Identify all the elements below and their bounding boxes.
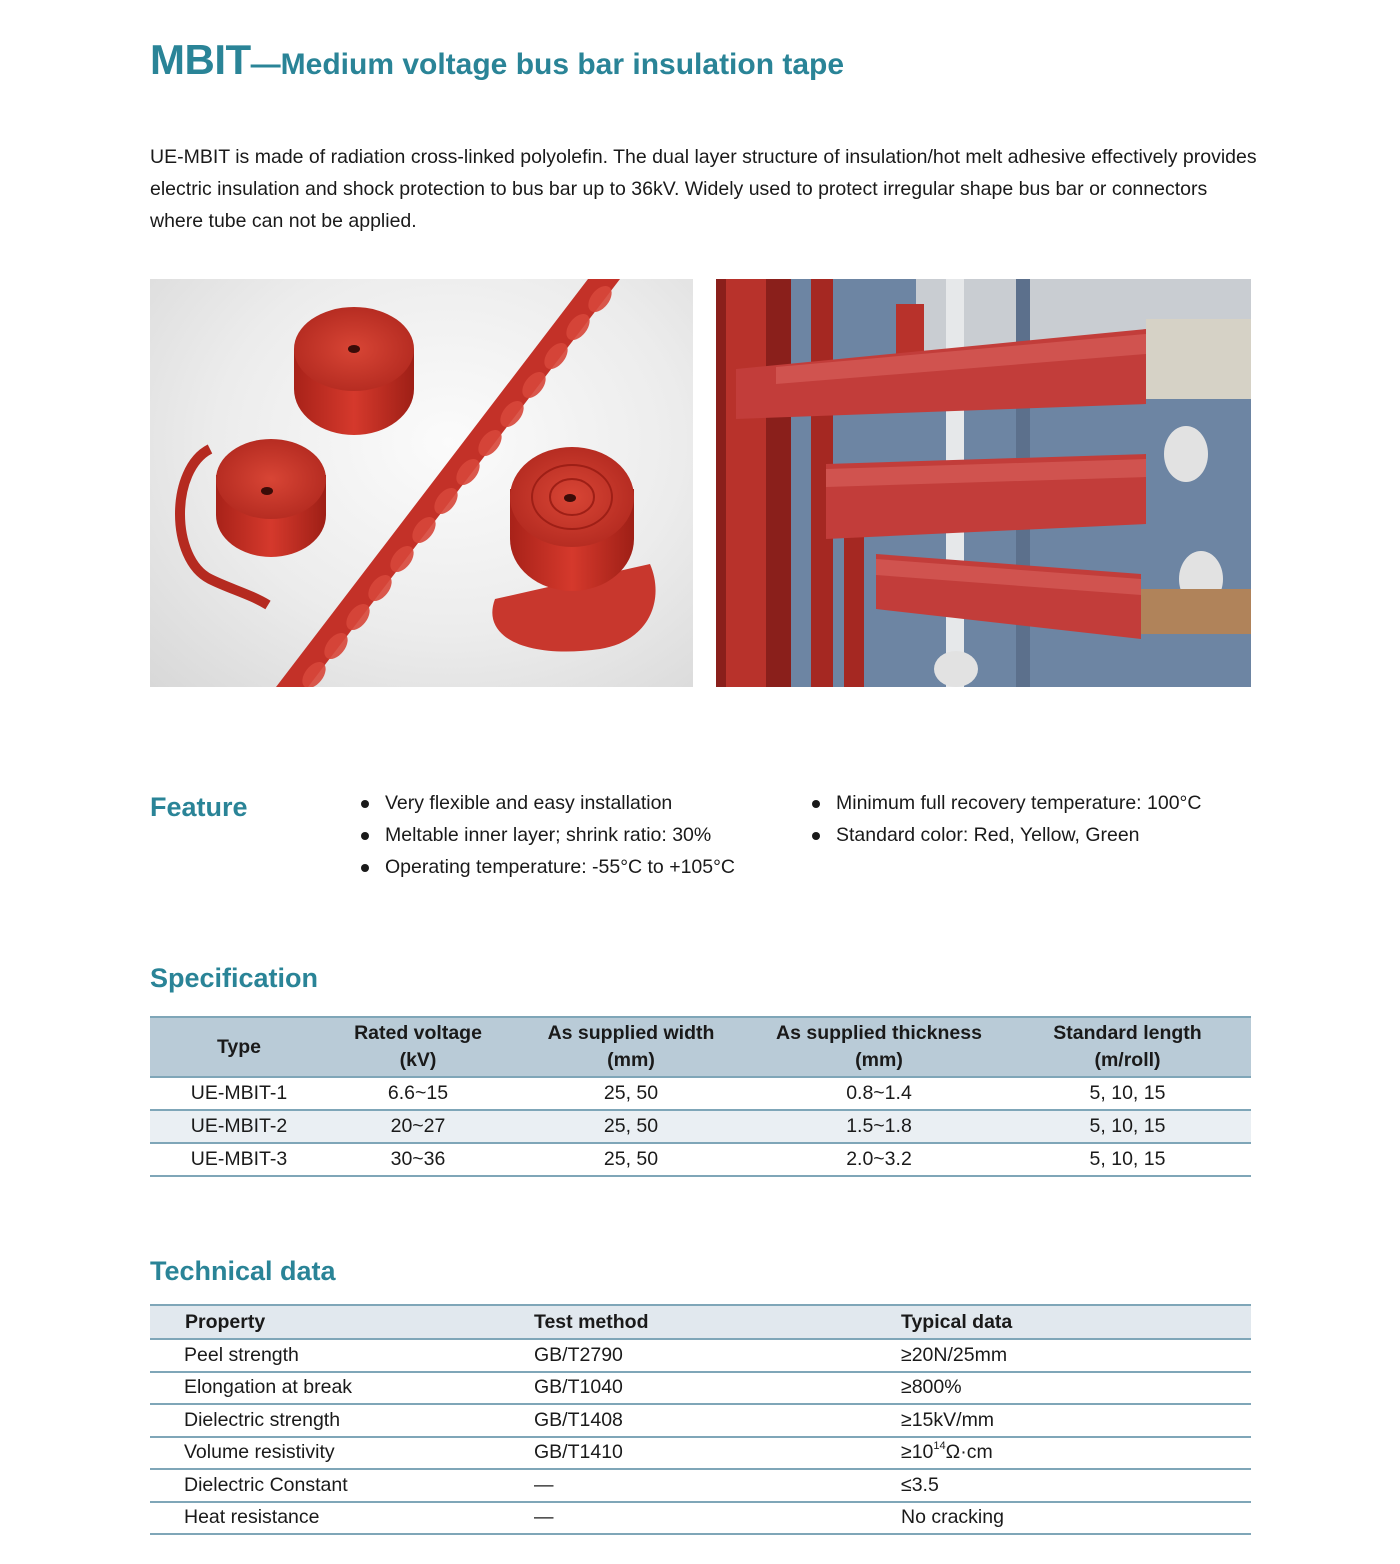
resistivity-exponent: 14: [933, 1440, 946, 1453]
table-row: [150, 1469, 1251, 1502]
tape-rolls-illustration: [150, 279, 693, 687]
table-cell: 0.8~1.4: [754, 1077, 1004, 1110]
table-row: [150, 1339, 1251, 1372]
table-header-row: [150, 1017, 1251, 1077]
column-header: Property: [150, 1305, 534, 1339]
technical-data-heading: Technical data: [150, 1256, 336, 1286]
table-cell: 6.6~15: [328, 1077, 508, 1110]
table-cell: Heat resistance: [150, 1502, 534, 1535]
table-cell: 1.5~1.8: [754, 1110, 1004, 1143]
column-header: Test method: [534, 1305, 901, 1339]
table-cell: 25, 50: [508, 1077, 754, 1110]
table-cell: UE-MBIT-3: [150, 1143, 328, 1176]
table-row: [150, 1143, 1251, 1176]
feature-heading: Feature: [150, 792, 248, 822]
table-cell: 20~27: [328, 1110, 508, 1143]
column-header: Standard length (m/roll): [1004, 1017, 1251, 1077]
product-subtitle: —Medium voltage bus bar insulation tape: [250, 48, 845, 81]
page-title: [150, 36, 844, 84]
table-row: [150, 1502, 1251, 1535]
table-cell: [901, 1437, 1251, 1470]
table-row: [150, 1372, 1251, 1405]
tape-roll-right: [492, 447, 655, 652]
table-row: [150, 1077, 1251, 1110]
table-header-row: [150, 1305, 1251, 1339]
feature-item: Meltable inner layer; shrink ratio: 30%: [358, 819, 735, 851]
table-cell: UE-MBIT-1: [150, 1077, 328, 1110]
column-header: Typical data: [901, 1305, 1251, 1339]
feature-list-left: [358, 787, 735, 883]
product-photo-tape-rolls: [150, 279, 693, 687]
table-cell: GB/T1040: [534, 1372, 901, 1405]
insulated-bus-bar-2: [826, 454, 1146, 539]
table-cell: Volume resistivity: [150, 1437, 534, 1470]
column-header: Rated voltage (kV): [328, 1017, 508, 1077]
feature-item: Very flexible and easy installation: [358, 787, 735, 819]
table-cell: 5, 10, 15: [1004, 1143, 1251, 1176]
table-cell: UE-MBIT-2: [150, 1110, 328, 1143]
table-cell: Peel strength: [150, 1339, 534, 1372]
table-cell: 30~36: [328, 1143, 508, 1176]
table-cell: 25, 50: [508, 1143, 754, 1176]
feature-item: Operating temperature: -55°C to +105°C: [358, 851, 735, 883]
column-header: Type: [150, 1017, 328, 1077]
table-cell: GB/T1408: [534, 1404, 901, 1437]
table-cell: ≥800%: [901, 1372, 1251, 1405]
table-cell: Dielectric Constant: [150, 1469, 534, 1502]
table-cell: 2.0~3.2: [754, 1143, 1004, 1176]
table-cell: —: [534, 1469, 901, 1502]
specification-heading: Specification: [150, 963, 319, 993]
feature-item: Minimum full recovery temperature: 100°C: [809, 787, 1201, 819]
resistivity-unit: Ω·cm: [945, 1441, 993, 1464]
table-cell: ≥20N/25mm: [901, 1339, 1251, 1372]
resistivity-base: ≥10: [901, 1441, 934, 1464]
table-cell: 5, 10, 15: [1004, 1110, 1251, 1143]
application-photo-bus-bars: [716, 279, 1251, 687]
tape-roll-left: [180, 439, 326, 605]
table-cell: 5, 10, 15: [1004, 1077, 1251, 1110]
tape-roll-top: [294, 307, 414, 435]
table-cell: Dielectric strength: [150, 1404, 534, 1437]
table-cell: No cracking: [901, 1502, 1251, 1535]
table-row: [150, 1110, 1251, 1143]
table-cell: Elongation at break: [150, 1372, 534, 1405]
product-code: MBIT: [150, 36, 251, 83]
feature-item: Standard color: Red, Yellow, Green: [809, 819, 1201, 851]
feature-list-right: [809, 787, 1201, 851]
specification-table: [150, 1016, 1251, 1177]
table-cell: ≤3.5: [901, 1469, 1251, 1502]
table-cell: 25, 50: [508, 1110, 754, 1143]
table-cell: GB/T1410: [534, 1437, 901, 1470]
table-row: [150, 1437, 1251, 1470]
table-cell: GB/T2790: [534, 1339, 901, 1372]
bus-bar-illustration: [716, 279, 1251, 687]
table-cell: ≥15kV/mm: [901, 1404, 1251, 1437]
table-row: [150, 1404, 1251, 1437]
technical-data-table: [150, 1304, 1251, 1535]
intro-paragraph: UE-MBIT is made of radiation cross-linked polyolefin. The dual layer structure of insulation/hot melt adhesive effectively provides electric insulation and shock protection to bus bar up to 36kV. Widely used to protect irregular shape bus bar or connectors where tube can not be applied.: [150, 146, 1257, 232]
table-cell: —: [534, 1502, 901, 1535]
column-header: As supplied thickness (mm): [754, 1017, 1004, 1077]
column-header: As supplied width (mm): [508, 1017, 754, 1077]
